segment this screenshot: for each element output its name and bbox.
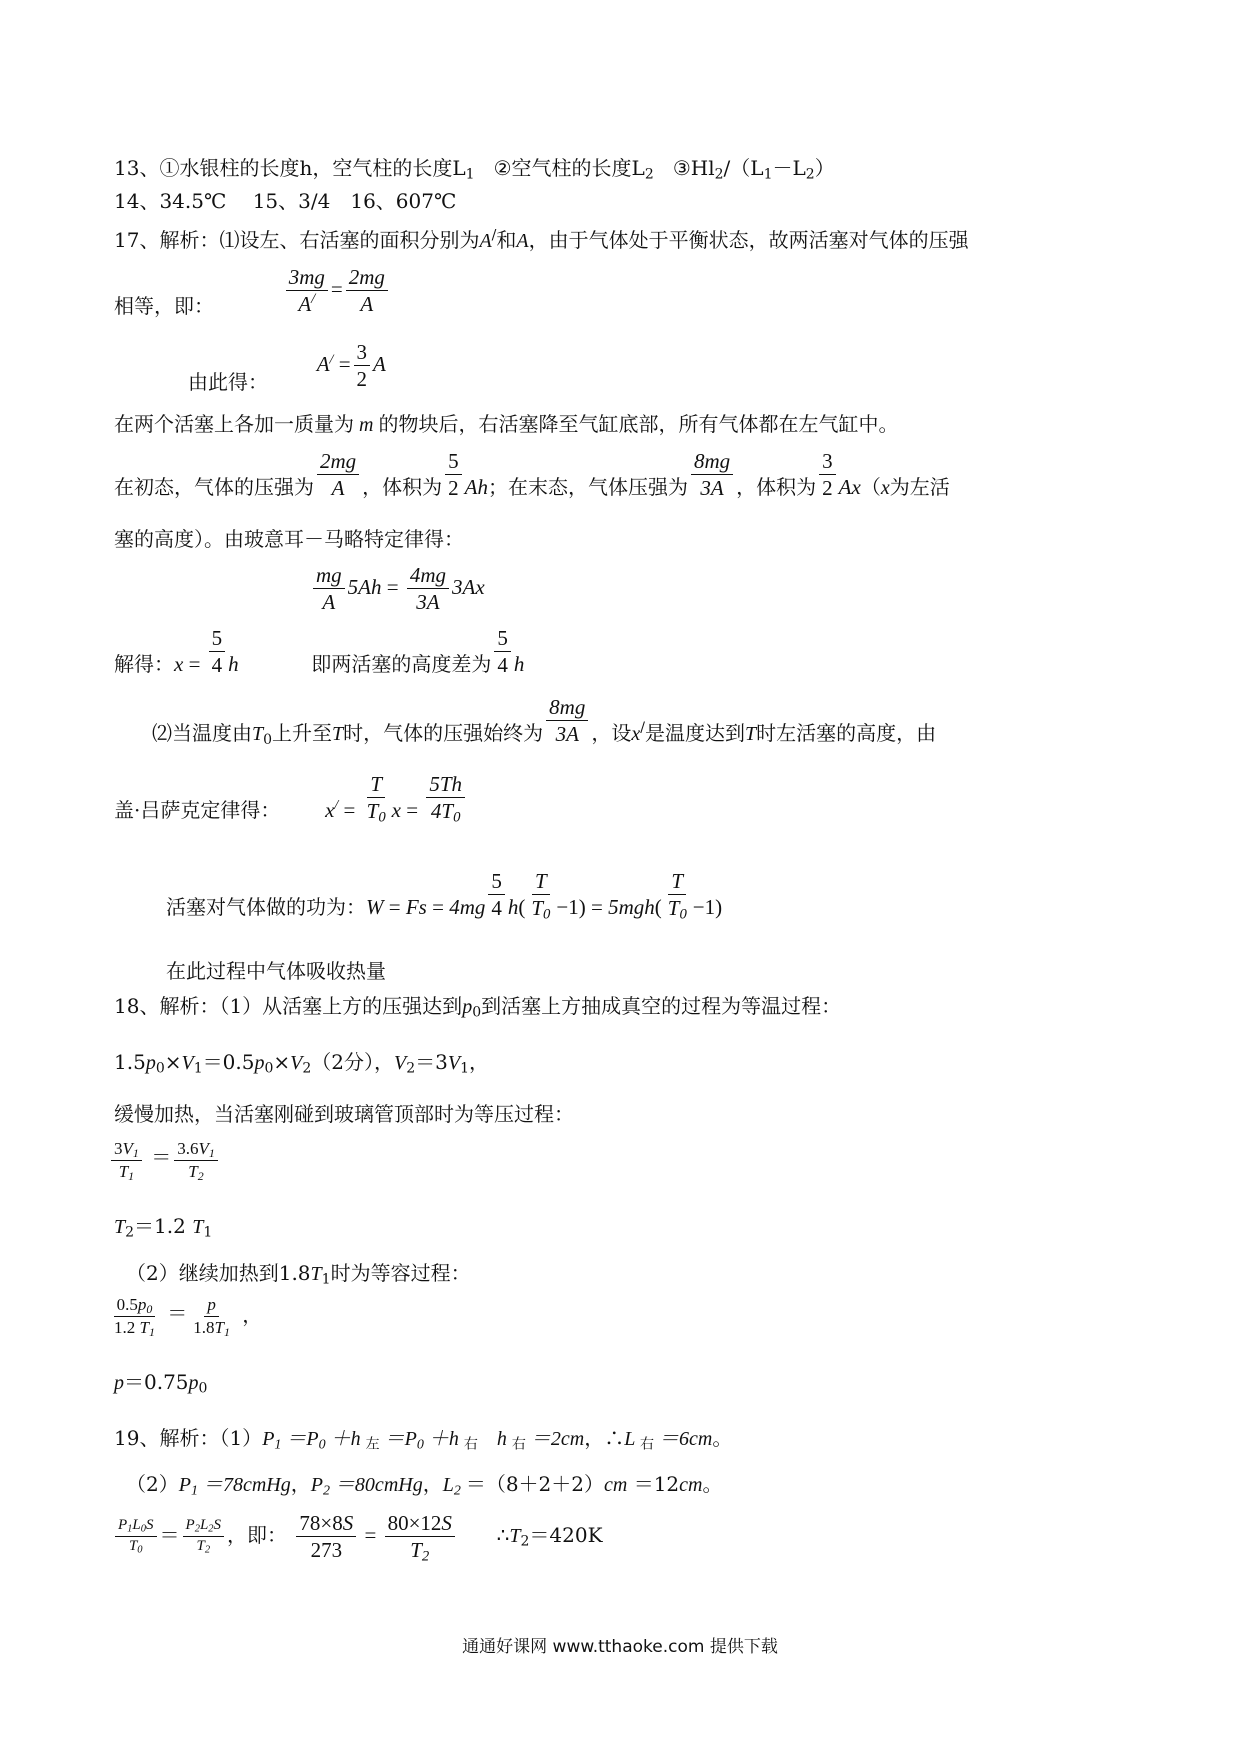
fraction: $\frac{0.5p_0}{1.2 T_1}$	[114, 1295, 155, 1339]
fraction: $\frac{5}{4}$	[488, 870, 505, 919]
fraction: $\frac{P_1L_0S}{T_0}$	[115, 1518, 157, 1555]
fraction: $\frac{4mg}{3A}$	[407, 564, 449, 613]
fraction: $\frac{5}{4}$	[494, 627, 511, 676]
fraction: $\frac{T}{T_0}$	[667, 869, 687, 923]
fraction: $\frac{T}{T_0}$	[366, 772, 386, 826]
answer-14-16: 14、34.5℃ 15、3/4 16、607℃	[114, 189, 457, 213]
area-ratio-line: 由此得： A/ = $\frac{3}{2}$ A	[188, 340, 386, 395]
pressure-equality-line: 相等，即： $\frac{3mg}{A^/}$ = $\frac{2mg}{A}$	[114, 266, 391, 315]
fraction: $\frac{mg}{A}$	[313, 564, 345, 613]
fraction: $\frac{3mg}{A^/}$	[286, 266, 328, 315]
answer-18-part2-line: （2）继续加热到$1.8T_1$时为等容过程：	[126, 1261, 471, 1288]
fraction: $\frac{2mg}{A}$	[346, 266, 388, 315]
fraction: $\frac{2mg}{A}$	[317, 450, 359, 499]
answer-17-part2-line: ⑵当温度由$T_0$上升至T时，气体的压强始终为 $\frac{8mg}{3A}$ ，设x/是温度达到T时左活塞的高度，由	[152, 695, 937, 748]
fraction: $\frac{5}{4}$	[209, 627, 226, 676]
answer-18-t2: $T_2=1.2$ $T_1$	[114, 1214, 213, 1241]
answer-17-mass-line: 在两个活塞上各加一质量为 m 的物块后，右活塞降至气缸底部，所有气体都在左气缸中。	[114, 412, 899, 436]
fraction: $\frac{8mg}{3A}$	[691, 450, 733, 499]
answer-18-isochoric-eq: $\frac{0.5p_0}{1.2 T_1}$ ＝ $\frac{p}{1.8T_1}$ ，	[108, 1296, 262, 1337]
answer-18-isobaric-line: 缓慢加热，当活塞刚碰到玻璃管顶部时为等压过程：	[114, 1102, 574, 1126]
answer-17-law-line: 塞的高度）。由玻意耳－马略特定律得：	[114, 527, 464, 551]
work-equation-line: 活塞对气体做的功为：W = Fs = 4mg $\frac{5}{4}$ h( $\frac{T}{T_0}$ −1) = 5mgh( $\frac{T}{T_0}$ −1)	[166, 869, 723, 923]
boyle-equation: $\frac{mg}{A}$ 5Ah = $\frac{4mg}{3A}$ 3Ax	[310, 564, 485, 613]
fraction: $\frac{3V_1}{T_1}$	[111, 1140, 142, 1181]
fraction: $\frac{3.6V_1}{T_2}$	[174, 1140, 218, 1181]
answer-19-part2: $(2)P_1$ ＝78cmHg，$P_2$ ＝80cmHg，$L_2 =(8+2+2)cm =12cm$。	[126, 1472, 723, 1499]
answer-17-intro: 17、解析：⑴设左、右活塞的面积分别为A/和A，由于气体处于平衡状态，故两活塞对气体的压强	[114, 227, 969, 252]
answer-17-solution-line: 解得：x = $\frac{5}{4}$ h 即两活塞的高度差为 $\frac{5}{4}$ h	[114, 626, 525, 678]
fraction: $\frac{5Th}{4T_0}$	[426, 773, 465, 822]
fraction: $\frac{T}{T_0}$	[531, 869, 551, 923]
fraction: $\frac{5}{2}$	[445, 450, 462, 499]
answer-17-heat-line: 在此过程中气体吸收热量	[166, 959, 386, 983]
page-footer: 通通好课网 www.tthaoke.com 提供下载	[462, 1637, 778, 1657]
fraction: $\frac{8mg}{3A}$	[546, 696, 588, 745]
answer-13: 13、①水银柱的长度h，空气柱的长度$L_1$ ②空气柱的长度$L_2$ $③Hl_2/(L_1-L_2)$	[114, 156, 835, 183]
fraction: $\frac{P_2L_2S}{T_2}$	[183, 1518, 225, 1555]
answer-18-isothermal-eq: $1.5p_0\times V_1=0.5p_0\times V_2(2$分），$V_2=3V_1$，	[114, 1050, 490, 1077]
fraction: $\frac{3}{2}$	[819, 450, 836, 499]
fraction: $\frac{p}{1.8T_1}$	[193, 1295, 230, 1339]
answer-19-part1: 19、解析：$(1)P_1 =P_0 +h$ $_左 =P_0 +h$ $_右$ h $_右$ ＝2cm，∴L $_右$ ＝6cm。	[114, 1426, 733, 1453]
fraction: $\frac{78\times 8S}{273}$	[296, 1512, 356, 1561]
answer-18-intro: 18、解析：（1）从活塞上方的压强达到$p_0$到活塞上方抽成真空的过程为等温过程：	[114, 994, 842, 1021]
fraction: $\frac{3}{2}$	[354, 341, 371, 390]
gay-lussac-line: 盖·吕萨克定律得： x/ = $\frac{T}{T_0}$ x = $\frac{5Th}{4T_0}$	[114, 773, 468, 822]
answer-18-p: $p=0.75p_0$	[114, 1370, 208, 1397]
fraction: $\frac{80\times 12S}{T_2}$	[385, 1512, 455, 1561]
answer-17-states-line: 在初态，气体的压强为 $\frac{2mg}{A}$ ，体积为 $\frac{5}{2}$ Ah；在末态，气体压强为 $\frac{8mg}{3A}$ ，体积为 $\frac{3}{2}$ Ax（x为左活	[114, 449, 950, 501]
answer-19-equation: $\frac{P_1L_0S}{T_0}$ ＝ $\frac{P_2L_2S}{T_2}$ ，即： $\frac{78\times 8S}{273}$ = $\frac{80\times 12S}{T_2}$ $\therefore T_2=420K$	[112, 1512, 603, 1561]
answer-18-isobaric-eq: $\frac{3V_1}{T_1}$ ＝ $\frac{3.6V_1}{T_2}$	[108, 1140, 221, 1181]
